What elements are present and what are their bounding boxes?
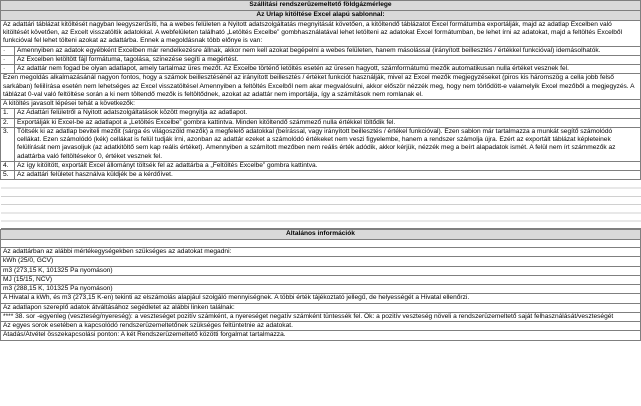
general-info-cell[interactable]: **** 38. sor -egyenleg (veszteség/nyereség): a veszteséget pozitív számként, a nyereséget negatív számként tüntessék fel. Ok: a pozitív veszteség növeli a rendszerüzemeltető saját felhasználását/veszteségét <box>1 312 641 321</box>
step-cell[interactable]: Az így kitöltött, exportált Excel állományt töltsék fel az adattárba a „Feltöltés Excelbe” gombra kattintva. <box>15 161 641 170</box>
general-info-cell[interactable]: Az adattárban az alábbi mértékegységekben szükséges az adatokat megadni: <box>1 248 641 257</box>
step-number-cell: 1. <box>1 109 15 118</box>
general-info-title: Általános információk <box>1 230 641 240</box>
advantage-cell[interactable]: Amennyiben az adatok egyébként Excelben már rendelkezésre állnak, akkor nem kell azokat begépelni a webes felületen, hanem másolással (irányított beillesztés / értékkel funkcióval) idemásolhatók. <box>15 46 641 55</box>
bullet-cell: · <box>1 46 15 55</box>
sheet-title: Szállítási rendszerüzemeltető földgázmérlege <box>1 1 641 11</box>
step-number-cell: 5. <box>1 170 15 179</box>
step-number-cell: 3. <box>1 127 15 161</box>
general-info-cell[interactable]: A Hivatal a kWh, és m3 (273,15 K-en) tekinti az elszámolás alapjául szolgáló mennyiségnek. A többi érték tájékoztató jellegű, de helyességét a Hivatal ellenőrzi. <box>1 294 641 303</box>
empty-row <box>1 240 641 248</box>
general-info-cell[interactable]: Átadás/Átvétel összekapcsolási ponton: A két Rendszerüzemeltető közötti forgalmat tartalmazza. <box>1 331 641 340</box>
unit-cell[interactable]: m3 (273,15 K, 101325 Pa nyomáson) <box>1 266 641 275</box>
advantage-cell[interactable]: Az Excelben letöltött fájl formátuma, tagolása, színezése segíti a megértést. <box>15 55 641 64</box>
empty-rows <box>1 180 641 229</box>
general-info-cell[interactable]: Az egyes sorok esetében a kapcsolódó rendszerüzemeltetőnek szükséges feltüntetnie az adatokat. <box>1 322 641 331</box>
paste-warning-cell[interactable]: Ezen megoldás alkalmazásánál nagyon fontos, hogy a számok beillesztésénél az irányított beillesztés / értéket funkciót használják, mivel az Excel mezők megjegyzéseket (piros kis háromszög a cella jobb felső sarkában) feliilírása esetén nem lehetséges az Excel visszatöltésel Amennyiben a feltöltés Excelből nem akar megvalósulni, akkor először nézzék meg, hogy nem törlődött-e valamelyik Excel mezőből a megjegyzés. A táblázat 0-val való feltöltése során a ki nem töltendő mezők is feltöltődnek, azokat az adattár nem importálja, így a számítások nem romlanak el. <box>1 74 641 100</box>
step-number-cell: 4. <box>1 161 15 170</box>
step-cell[interactable]: Exportálják ki Excel-be az adatlapot a „Letöltés Excelbe” gombra kattintva. Minden kitöltendő számmező nulla értékkel töltődik fel. <box>15 118 641 127</box>
step-number-cell: 2. <box>1 118 15 127</box>
general-info-cell[interactable]: Az adatlapon szereplő adatok átváltásához segédletet az alábbi linken találnak: <box>1 303 641 312</box>
step-cell[interactable]: Töltsék ki az adatlap beviteli mezőit (sárga és világoszöld mezők) a megfelelő adatokkal (beírással, vagy irányított beillesztés / értékel funkcióval). Ezen sablon már tartalmazza a munkát segítő számolódó cellákat. Ezen számolódó (kék) cellákat is felül tudják írni, azonban az adattár ezeket a számolódó értékeket nem veszi figyelembe, hanem a rendszer számolja újra. Ezért az exportált táblázat képleteinek felülírását nem javasoljuk (az adatkitöltő sem kap reális értéket). Amennyiben a számított mezőben nem reális érték adódik, akkor kérjük, nézzék meg a beírt alapadatok ismét. A felül nem írt számmezők az adattárba való feltöltésekor 0, értéket vesznek fel. <box>15 127 641 161</box>
unit-cell[interactable]: MJ (15/15, NCV) <box>1 275 641 284</box>
intro-cell[interactable]: Az adattári táblázat kitöltését nagyban leegyszerűsíti, ha a webes felületen a Nyitott adatszolgáltatás megnyitását követően, a kitöltendő táblázatot Excel formátumba exportálják, majd az adatlap Excelben való kitöltését követően, az Excelt visszatöltik adatokkal. A webfelületen található „Letöltés Excelbe” gombhasználatával lehet letölteni az adatokat Excel formátumban, be lehet írni az adatokat, majd a feltöltés Excelből funkcióval fel lehet tölteni azokat az adattárba. Ennek a megoldásnak több előnye is van: <box>1 21 641 47</box>
unit-cell[interactable]: kWh (25/0, GCV) <box>1 257 641 266</box>
bullet-cell: · <box>1 65 15 74</box>
advantage-cell[interactable]: Az adattár nem fogad be olyan adatlapot, amely tartalmaz üres mezőt. Az Excelbe történő letöltés esetén az üresen hagyott, számformátumú mezők automatikusan nulla értéket vesznek fel. <box>15 65 641 74</box>
steps-header-cell[interactable]: A kitöltés javasolt lépései tehát a következők: <box>1 100 641 109</box>
general-info-table <box>0 229 641 340</box>
section-subtitle: Az Űrlap kitöltése Excel alapú sablonnal: <box>1 11 641 21</box>
step-cell[interactable]: Az adattári felületet használva küldjék be a kérdőívet. <box>15 170 641 179</box>
step-cell[interactable]: Az Adattári felületről a Nyitott adatszolgáltatások között megnyitja az adatlapot. <box>15 109 641 118</box>
unit-cell[interactable]: m3 (288,15 K, 101325 Pa nyomáson) <box>1 285 641 294</box>
bullet-cell: · <box>1 55 15 64</box>
